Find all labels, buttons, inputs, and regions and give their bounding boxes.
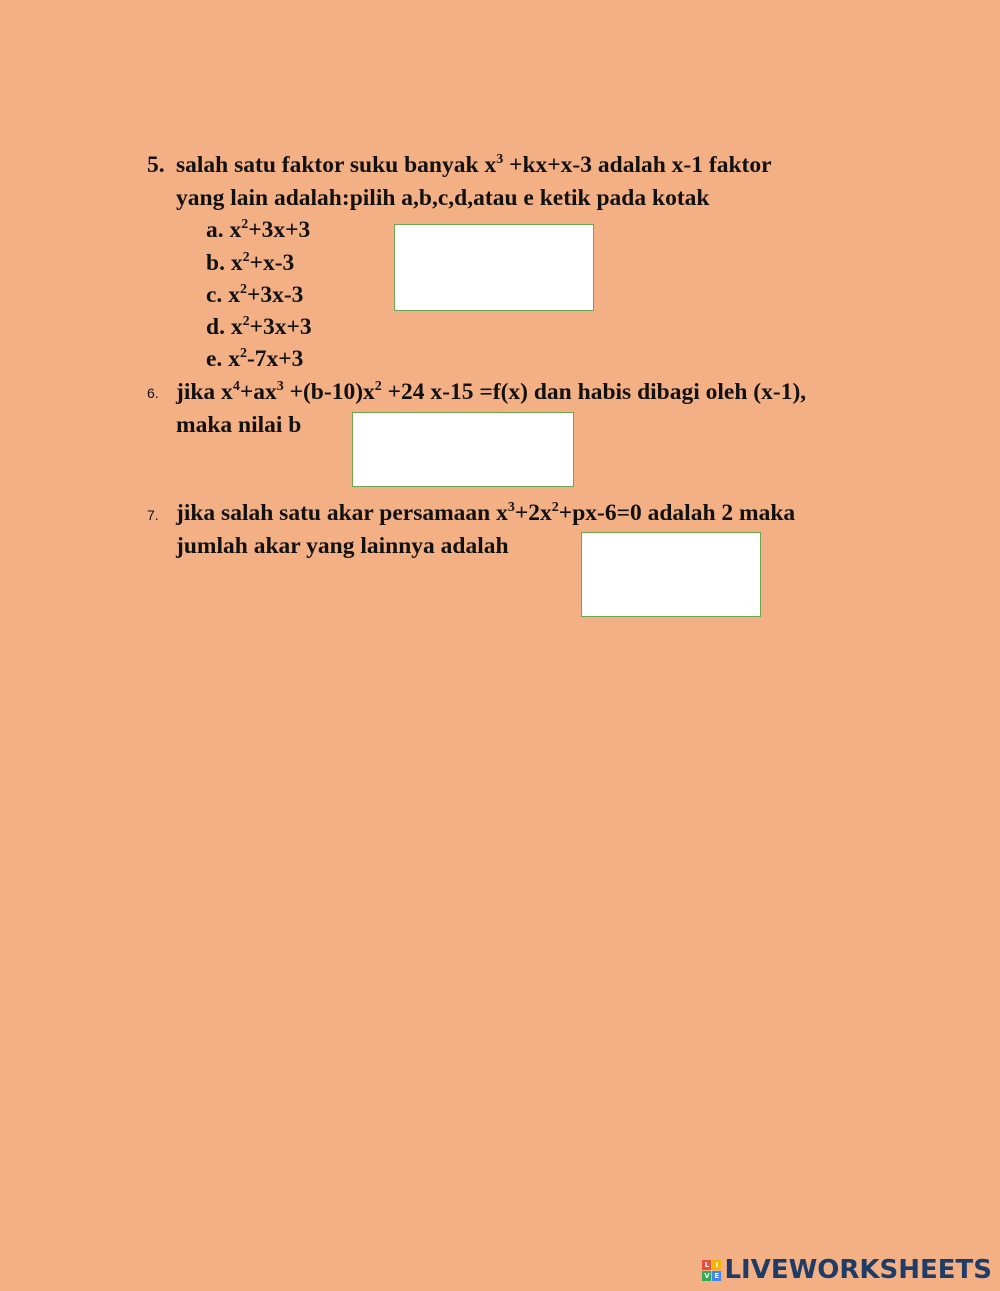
liveworksheets-logo[interactable] xyxy=(702,1255,992,1285)
option-letter: d. xyxy=(206,314,225,340)
option-rest: -7x+3 xyxy=(246,346,304,372)
option-rest: +x-3 xyxy=(249,250,295,276)
option-exponent: 2 xyxy=(242,314,250,329)
answer-box-question-7[interactable] xyxy=(581,532,761,617)
answer-box-question-5[interactable] xyxy=(394,224,594,311)
q7-text-part: +2x xyxy=(514,500,552,526)
logo-mark-letter: L xyxy=(702,1260,711,1270)
option-exponent: 2 xyxy=(241,217,249,232)
q6-text-part: +24 x-15 =f(x) dan habis dibagi oleh (x-1), xyxy=(381,379,807,405)
option-rest: +3x-3 xyxy=(246,282,304,308)
liveworksheets-logo-text: LIVEWORKSHEETS xyxy=(724,1255,992,1285)
option-rest: +3x+3 xyxy=(249,314,312,340)
option-base: x xyxy=(228,346,240,372)
logo-mark-letter: V xyxy=(704,1271,710,1280)
question-7-line-2: jumlah akar yang lainnya adalah xyxy=(176,533,509,559)
question-5-number: 5. xyxy=(147,152,165,178)
option-exponent: 2 xyxy=(242,250,250,265)
question-6-line-1 xyxy=(176,378,806,406)
option-base: x xyxy=(229,217,242,243)
option-a xyxy=(206,216,310,244)
q7-text-part: +px-6=0 adalah 2 maka xyxy=(558,500,796,526)
option-letter: c. xyxy=(206,282,223,308)
option-exponent: 2 xyxy=(239,346,247,361)
q7-text-part: jika salah satu akar persamaan x xyxy=(176,500,508,526)
question-5-line-1 xyxy=(176,151,772,179)
q5-exponent: 3 xyxy=(496,152,504,167)
option-letter: a. xyxy=(206,217,224,243)
option-base: x xyxy=(230,314,243,340)
q6-exponent: 4 xyxy=(232,379,240,394)
q5-text-part: +kx+x-3 adalah x-1 faktor xyxy=(503,152,772,178)
option-d xyxy=(206,313,312,341)
question-6-line-2: maka nilai b xyxy=(176,412,302,438)
q6-exponent: 2 xyxy=(374,379,382,394)
logo-mark-letter: I xyxy=(712,1260,721,1270)
q6-text-part: +(b-10)x xyxy=(283,379,375,405)
liveworksheets-logo-icon xyxy=(702,1260,721,1281)
question-5-line-2: yang lain adalah:pilih a,b,c,d,atau e ketik pada kotak xyxy=(176,185,710,211)
q7-exponent: 2 xyxy=(551,500,559,515)
q6-text-part: +ax xyxy=(239,379,277,405)
option-rest: +3x+3 xyxy=(248,217,311,243)
q5-text-part: salah satu faktor suku banyak x xyxy=(176,152,497,178)
question-7-number: 7. xyxy=(147,507,159,523)
option-exponent: 2 xyxy=(239,282,247,297)
question-6-number: 6. xyxy=(147,385,159,401)
logo-mark-letter: E xyxy=(712,1271,721,1281)
question-7-line-1 xyxy=(176,499,795,527)
option-e xyxy=(206,345,303,373)
option-base: x xyxy=(230,250,243,276)
q7-exponent: 3 xyxy=(507,500,515,515)
q6-text-part: jika x xyxy=(176,379,233,405)
q6-exponent: 3 xyxy=(276,379,284,394)
option-letter: b. xyxy=(206,250,225,276)
option-b xyxy=(206,249,294,277)
option-c xyxy=(206,281,303,309)
option-letter: e. xyxy=(206,346,223,372)
answer-box-question-6[interactable] xyxy=(352,412,574,487)
option-base: x xyxy=(228,282,240,308)
